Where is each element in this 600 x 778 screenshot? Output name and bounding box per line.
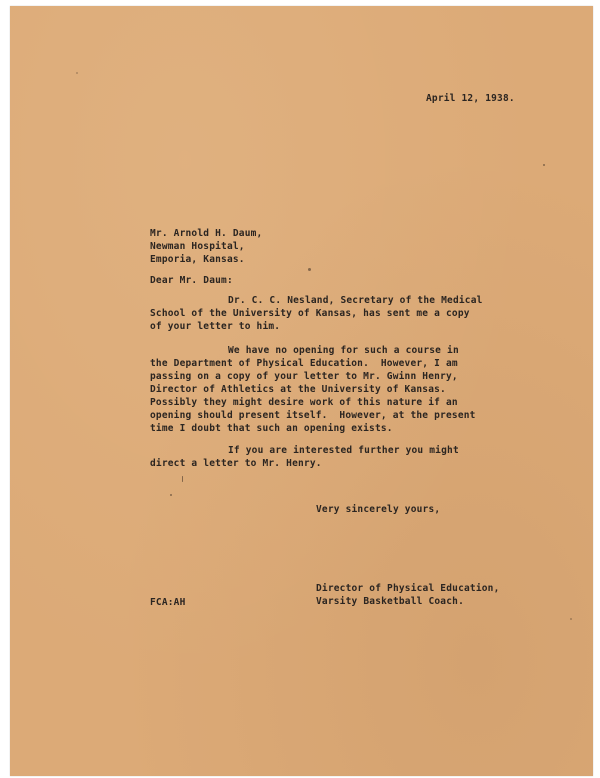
typist-initials: FCA:AH [150,597,186,608]
paragraph-line: Possibly they might desire work of this nature if an [150,397,458,408]
paper-speck [76,72,78,74]
letter-page [10,6,593,776]
paragraph-line: opening should present itself. However, at the present [150,410,476,421]
paper-speck [308,268,311,271]
salutation: Dear Mr. Daum: [150,275,233,286]
paper-speck [170,494,172,496]
paragraph-line: Director of Athletics at the University of Kansas. [150,384,446,395]
paragraph-line: passing on a copy of your letter to Mr. Gwinn Henry, [150,371,458,382]
signature-line: Director of Physical Education, [316,583,500,594]
paragraph-line: We have no opening for such a course in [228,345,459,356]
paper-speck [182,476,183,482]
paragraph-line: of your letter to him. [150,321,281,332]
letter-date: April 12, 1938. [426,93,515,104]
address-line: Emporia, Kansas. [150,254,245,265]
paragraph-line: time I doubt that such an opening exists. [150,423,393,434]
signature-line: Varsity Basketball Coach. [316,596,464,607]
paragraph-line: School of the University of Kansas, has sent me a copy [150,308,470,319]
paragraph-line: direct a letter to Mr. Henry. [150,458,322,469]
paragraph-line: Dr. C. C. Nesland, Secretary of the Medical [228,295,483,306]
closing: Very sincerely yours, [316,504,441,515]
paper-speck [570,618,572,620]
paper-speck [543,164,545,166]
paragraph-line: the Department of Physical Education. However, I am [150,358,458,369]
paragraph-line: If you are interested further you might [228,445,459,456]
address-line: Mr. Arnold H. Daum, [150,228,263,239]
address-line: Newman Hospital, [150,241,245,252]
